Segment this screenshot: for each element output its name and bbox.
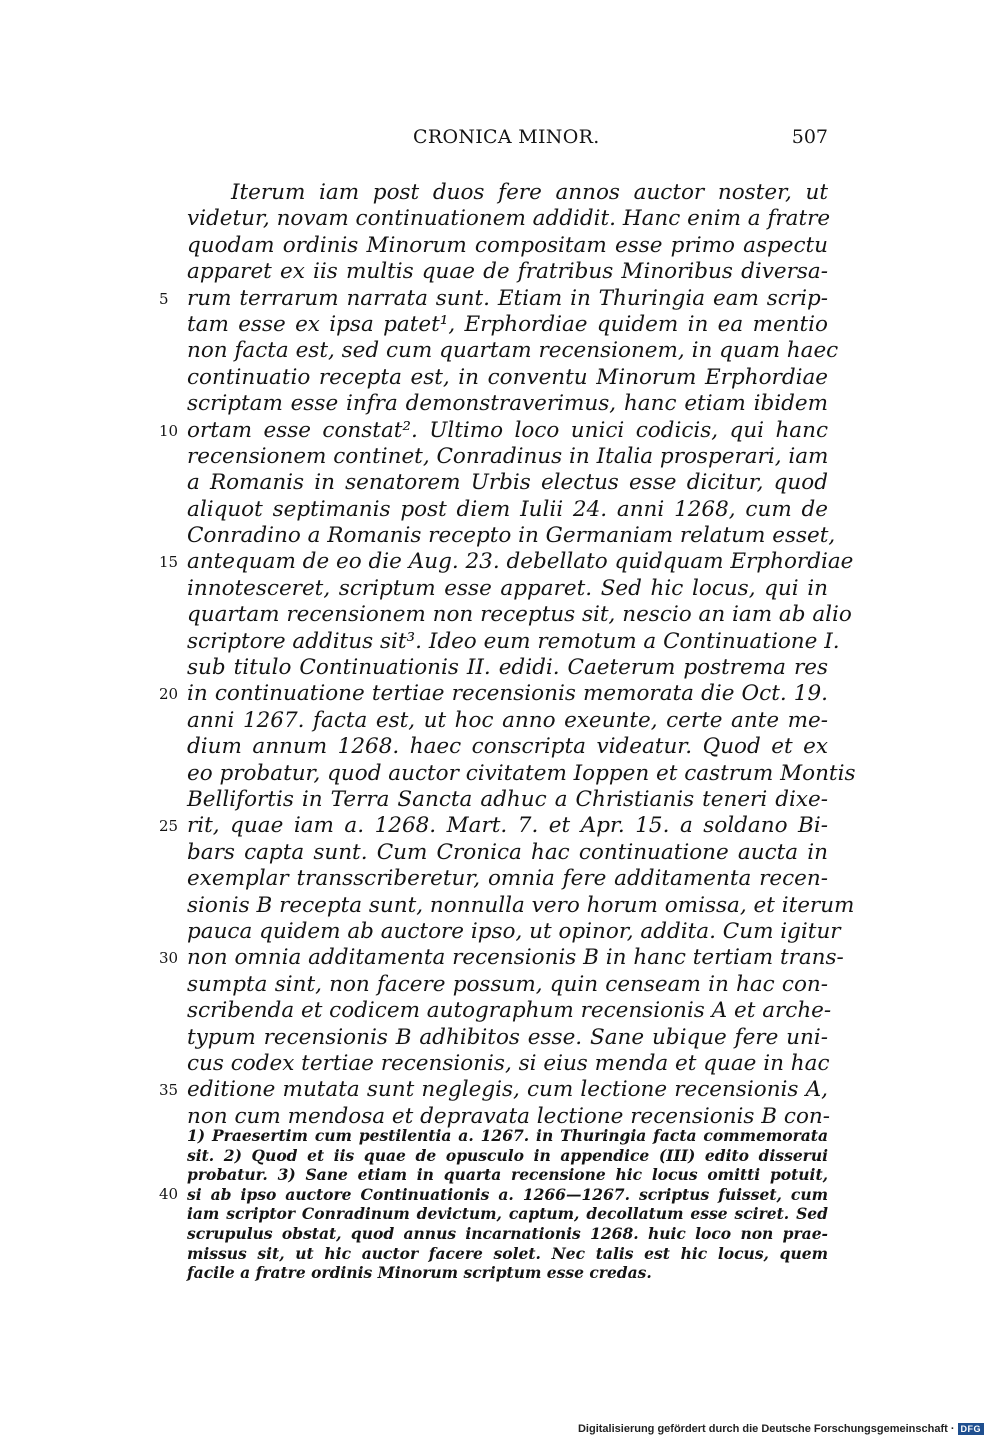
line-text: rum terrarum narrata sunt. Etiam in Thuringia eam scrip- bbox=[187, 285, 828, 311]
text-line bbox=[187, 259, 828, 285]
line-text: ortam esse constat². Ultimo loco unici codicis, qui hanc bbox=[187, 417, 828, 443]
text-line bbox=[187, 206, 831, 232]
text-line bbox=[159, 945, 844, 971]
text-line bbox=[187, 602, 852, 628]
footnote-line bbox=[187, 1126, 828, 1146]
line-number: 30 bbox=[159, 949, 179, 968]
line-text: quartam recensionem non receptus sit, nescio an iam ab alio bbox=[187, 602, 852, 628]
footnote-line bbox=[187, 1224, 828, 1244]
line-text: pauca quidem ab auctore ipso, ut opinor, addita. Cum igitur bbox=[187, 918, 841, 944]
line-text: typum recensionis B adhibitos esse. Sane ubique fere uni- bbox=[187, 1024, 828, 1050]
line-number: 10 bbox=[159, 421, 179, 440]
text-line bbox=[187, 444, 828, 470]
text-line bbox=[187, 998, 832, 1024]
footnote-line bbox=[187, 1146, 828, 1166]
line-text: Bellifortis in Terra Sancta adhuc a Christianis teneri dixe- bbox=[187, 786, 828, 812]
text-line bbox=[159, 1077, 828, 1103]
line-text: exemplar transscriberetur, omnia fere additamenta recen- bbox=[187, 866, 828, 892]
line-text: facile a fratre ordinis Minorum scriptum esse credas. bbox=[187, 1263, 652, 1283]
line-text: in continuatione tertiae recensionis memorata die Oct. 19. bbox=[187, 681, 828, 707]
text-line bbox=[187, 576, 828, 602]
line-text: probatur. 3) Sane etiam in quarta recensione hic locus omitti potuit, bbox=[187, 1165, 828, 1185]
line-number: 35 bbox=[159, 1081, 179, 1100]
text-line bbox=[187, 470, 828, 496]
line-text: rit, quae iam a. 1268. Mart. 7. et Apr. 15. a soldano Bi- bbox=[187, 813, 828, 839]
text-line bbox=[187, 497, 828, 523]
text-line bbox=[187, 972, 828, 998]
line-text: sionis B recepta sunt, nonnulla vero horum omissa, et iterum bbox=[187, 892, 855, 918]
line-text: sit. 2) Quod et iis quae de opusculo in appendice (III) edito disserui bbox=[187, 1145, 828, 1165]
line-text: bars capta sunt. Cum Cronica hac continuatione aucta in bbox=[187, 839, 828, 865]
text-line bbox=[187, 787, 828, 813]
footnote-line bbox=[187, 1263, 828, 1283]
dfg-logo: DFG bbox=[958, 1423, 985, 1435]
text-line bbox=[187, 734, 828, 760]
text-line bbox=[187, 840, 828, 866]
line-text: cus codex tertiae recensionis, si eius menda et quae in hac bbox=[187, 1050, 830, 1076]
text-line bbox=[159, 813, 828, 839]
text-line bbox=[187, 628, 840, 655]
page-header bbox=[187, 126, 828, 156]
line-text: scribenda et codicem autographum recensionis A et arche- bbox=[187, 998, 832, 1024]
text-line bbox=[187, 1025, 828, 1051]
text-line bbox=[187, 892, 855, 919]
text-line bbox=[187, 523, 836, 549]
line-text: scriptore additus sit³. Ideo eum remotum a Continuatione I. bbox=[187, 628, 840, 654]
line-text: apparet ex iis multis quae de fratribus Minoribus diversa- bbox=[187, 259, 828, 285]
line-text: Conradino a Romanis recepto in Germaniam relatum esset, bbox=[187, 523, 836, 549]
text-line bbox=[187, 760, 856, 787]
line-text: scrupulus obstat, quod annus incarnationis 1268. huic loco non prae- bbox=[187, 1223, 828, 1243]
credit-text: Digitalisierung gefördert durch die Deutsche Forschungsgemeinschaft · bbox=[577, 1423, 955, 1435]
text-line bbox=[159, 681, 828, 707]
footnotes bbox=[159, 1126, 828, 1283]
text-line bbox=[187, 180, 828, 206]
text-line bbox=[187, 338, 839, 364]
text-line bbox=[159, 549, 854, 575]
line-text: antequam de eo die Aug. 23. debellato quidquam Erphordiae bbox=[187, 549, 854, 575]
line-text: non omnia additamenta recensionis B in hanc tertiam trans- bbox=[187, 945, 844, 971]
line-number: 15 bbox=[159, 553, 179, 572]
line-text: 1) Praesertim cum pestilentia a. 1267. in Thuringia facta commemorata bbox=[187, 1126, 828, 1145]
line-text: innotesceret, scriptum esse apparet. Sed hic locus, qui in bbox=[187, 575, 828, 601]
line-number: 5 bbox=[159, 289, 169, 308]
line-text: non facta est, sed cum quartam recensionem, in quam haec bbox=[187, 338, 839, 364]
line-text: a Romanis in senatorem Urbis electus esse dicitur, quod bbox=[187, 470, 828, 496]
line-text: si ab ipso auctore Continuationis a. 1266—1267. scriptus fuisset, cum bbox=[187, 1184, 828, 1204]
text-line bbox=[187, 233, 828, 259]
line-number: 25 bbox=[159, 817, 179, 836]
line-text: quodam ordinis Minorum compositam esse primo aspectu bbox=[187, 232, 828, 258]
line-text: continuatio recepta est, in conventu Minorum Erphordiae bbox=[187, 364, 828, 390]
footnote-line bbox=[187, 1165, 828, 1185]
line-text: sumpta sint, non facere possum, quin censeam in hac con- bbox=[187, 971, 828, 997]
main-text-body bbox=[159, 180, 856, 1130]
line-text: recensionem continet, Conradinus in Italia prosperari, iam bbox=[187, 443, 829, 469]
line-number: 40 bbox=[159, 1184, 179, 1203]
line-text: aliquot septimanis post diem Iulii 24. anni 1268, cum de bbox=[187, 496, 828, 522]
line-text: Iterum iam post duos fere annos auctor noster, ut bbox=[231, 180, 828, 205]
digitization-credit bbox=[578, 1423, 984, 1435]
text-line bbox=[187, 391, 828, 417]
line-text: tam esse ex ipsa patet¹, Erphordiae quidem in ea mentio bbox=[187, 311, 828, 337]
footnote-line bbox=[187, 1204, 828, 1224]
line-text: iam scriptor Conradinum devictum, captum, decollatum esse sciret. Sed bbox=[187, 1204, 828, 1224]
line-text: eo probatur, quod auctor civitatem Ioppen et castrum Montis bbox=[187, 760, 856, 786]
text-line bbox=[187, 866, 828, 892]
text-line bbox=[187, 655, 828, 681]
line-text: videtur, novam continuationem addidit. Hanc enim a fratre bbox=[187, 206, 831, 232]
text-line bbox=[187, 312, 828, 338]
line-text: missus sit, ut hic auctor facere solet. Nec talis est hic locus, quem bbox=[187, 1243, 828, 1263]
line-text: scriptam esse infra demonstraverimus, hanc etiam ibidem bbox=[187, 391, 828, 417]
text-line bbox=[159, 417, 828, 444]
text-line bbox=[187, 1051, 828, 1077]
line-text: dium annum 1268. haec conscripta videatur. Quod et ex bbox=[187, 734, 828, 760]
page-number: 507 bbox=[791, 126, 828, 148]
line-number: 20 bbox=[159, 685, 179, 704]
line-text: non cum mendosa et depravata lectione recensionis B con- bbox=[187, 1103, 831, 1129]
text-line bbox=[187, 708, 828, 734]
line-text: editione mutata sunt neglegis, cum lectione recensionis A, bbox=[187, 1077, 828, 1103]
line-text: sub titulo Continuationis II. edidi. Caeterum postrema res bbox=[187, 655, 828, 681]
line-text: anni 1267. facta est, ut hoc anno exeunte, certe ante me- bbox=[187, 707, 828, 733]
footnote-line bbox=[159, 1184, 828, 1205]
text-line bbox=[187, 918, 841, 945]
text-line bbox=[159, 285, 828, 312]
footnote-line bbox=[187, 1244, 828, 1264]
running-title: CRONICA MINOR. bbox=[413, 126, 600, 148]
text-line bbox=[187, 365, 828, 391]
